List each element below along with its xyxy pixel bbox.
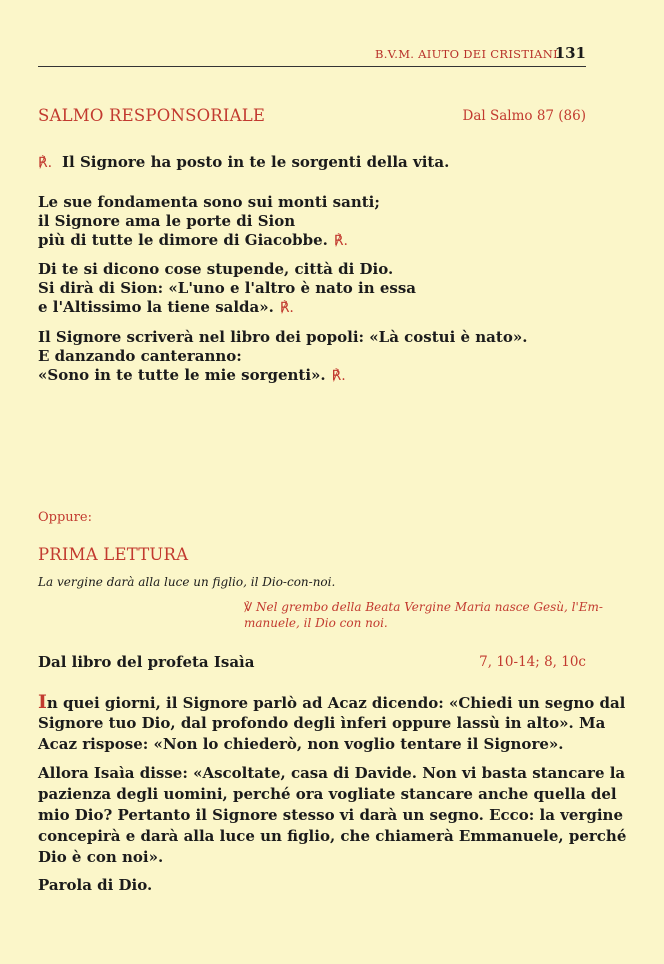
stanza-line: più di tutte le dimore di Giacobbe. ℟.: [38, 231, 348, 249]
note-line: manuele, il Dio con noi.: [244, 616, 388, 630]
response-symbol: ℟.: [279, 300, 294, 316]
psalm-source: Dal Salmo 87 (86): [462, 108, 586, 124]
stanza-line: Di te si dicono cose stupende, città di Dio.: [38, 260, 394, 278]
stanza-line: Il Signore scriverà nel libro dei popoli: «Là costui è nato».: [38, 328, 528, 346]
stanza-line: E danzando canteranno:: [38, 347, 242, 365]
reading-book: Dal libro del profeta Isaìa: [38, 653, 255, 671]
versicle-symbol: ℣: [244, 600, 253, 614]
running-title: B.V.M. AIUTO DEI CRISTIANI: [374, 47, 558, 61]
psalm-title: SALMO RESPONSORIALE: [38, 106, 266, 125]
psalm-response: [38, 153, 449, 172]
note-line: ℣ Nel grembo della Beata Vergine Maria nasce Gesù, l'Em-: [244, 600, 603, 614]
running-header: [38, 46, 586, 67]
reading-reference: 7, 10-14; 8, 10c: [479, 654, 586, 670]
stanza-line: «Sono in te tutte le mie sorgenti». ℟.: [38, 366, 346, 384]
paragraph-line: Dio è con noi».: [38, 848, 164, 866]
oppure-label: Oppure:: [38, 510, 92, 525]
drop-initial: I: [38, 691, 47, 713]
response-symbol: ℟.: [331, 368, 346, 384]
reading-closing: Parola di Dio.: [38, 876, 153, 894]
paragraph-line: Acaz rispose: «Non lo chiederò, non voglio tentare il Signore».: [38, 735, 564, 753]
stanza-line: e l'Altissimo la tiene salda». ℟.: [38, 298, 294, 316]
paragraph-line: pazienza degli uomini, perché ora vogliate stancare anche quella del: [38, 785, 617, 803]
response-symbol: ℟.: [333, 233, 348, 249]
paragraph-line: Signore tuo Dio, dal profondo degli ìnferi oppure lassù in alto». Ma: [38, 714, 606, 732]
response-text: Il Signore ha posto in te le sorgenti della vita.: [62, 153, 450, 171]
response-symbol: ℟.: [38, 155, 53, 171]
paragraph-line: mio Dio? Pertanto il Signore stesso vi darà un segno. Ecco: la vergine: [38, 806, 623, 824]
reading-title: PRIMA LETTURA: [38, 545, 189, 564]
reading-subtitle: La vergine darà alla luce un figlio, il Dio-con-noi.: [38, 575, 336, 589]
paragraph-line: Allora Isaìa disse: «Ascoltate, casa di Davide. Non vi basta stancare la: [38, 764, 626, 782]
stanza-line: il Signore ama le porte di Sion: [38, 212, 296, 230]
page-number: 131: [554, 44, 586, 62]
paragraph-line: In quei giorni, il Signore parlò ad Acaz dicendo: «Chiedi un segno dal: [38, 691, 626, 713]
stanza-line: Le sue fondamenta sono sui monti santi;: [38, 193, 380, 211]
stanza-line: Si dirà di Sion: «L'uno e l'altro è nato in essa: [38, 279, 417, 297]
paragraph-line: concepirà e darà alla luce un figlio, che chiamerà Emmanuele, perché: [38, 827, 627, 845]
